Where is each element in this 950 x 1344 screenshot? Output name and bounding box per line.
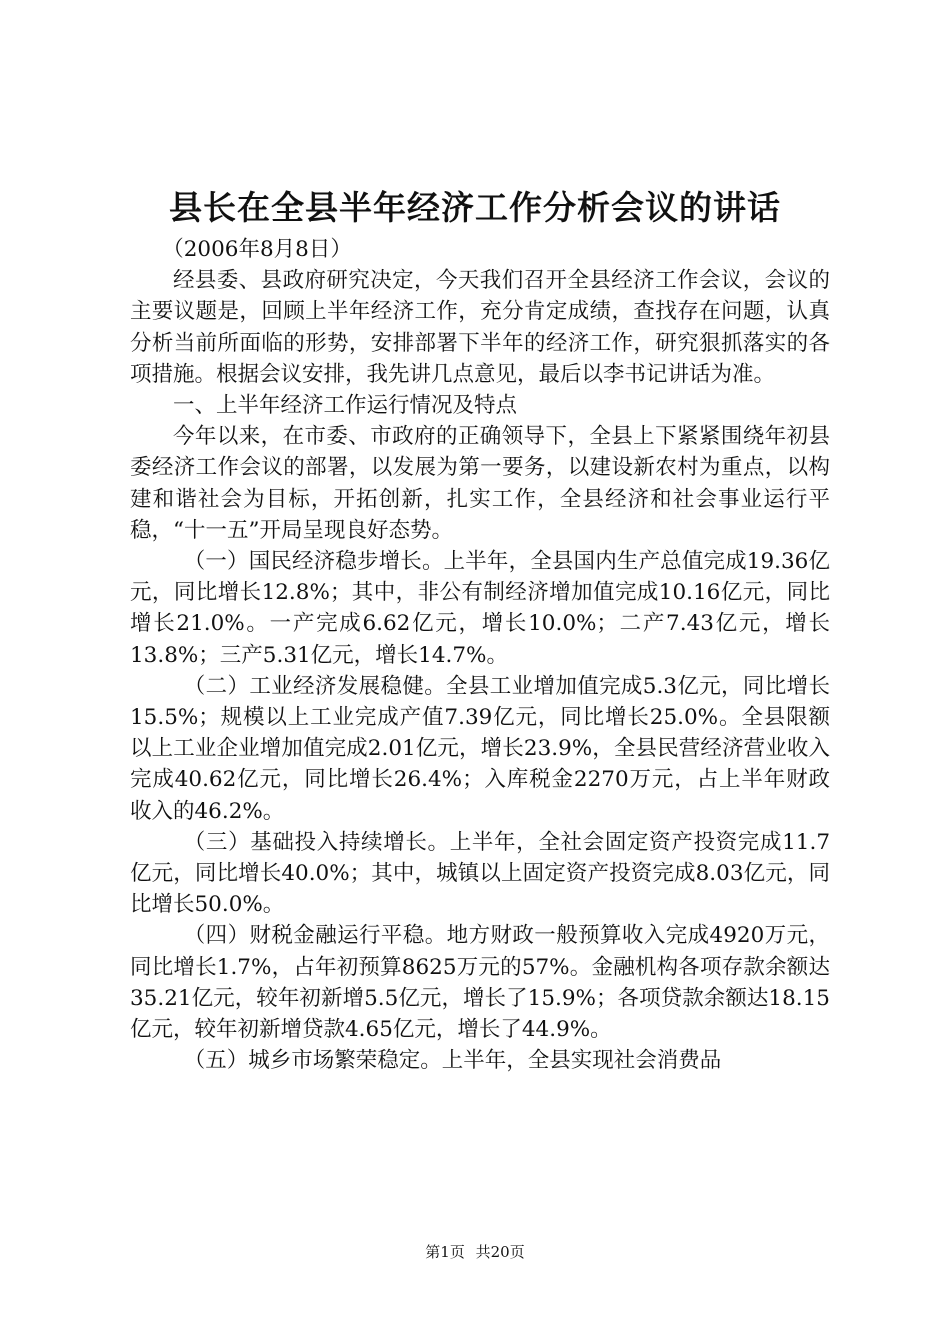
section-heading: 一、上半年经济工作运行情况及特点 xyxy=(173,393,518,419)
item-paragraph-4: （四）财税金融运行平稳。地方财政一般预算收入完成4920万元，同比增长1.7%，占年初预算8625万元的57%。金融机构各项存款余额达35.21亿元，较年初新增5.5亿元，增长了15.9%；各项贷款余额达18.15亿元，较年初新增贷款4.65亿元，增长了44.9%。 xyxy=(130,923,830,1043)
intro-paragraph: 经县委、县政府研究决定，今天我们召开全县经济工作会议，会议的主要议题是，回顾上半年经济工作，充分肯定成绩，查找存在问题，认真分析当前所面临的形势，安排部署下半年的经济工作，研究狠抓落实的各项措施。根据会议安排，我先讲几点意见，最后以李书记讲话为准。 xyxy=(130,268,830,387)
page-footer xyxy=(0,1240,950,1264)
overview-paragraph: 今年以来，在市委、市政府的正确领导下，全县上下紧紧围绕年初县委经济工作会议的部署，以发展为第一要务，以建设新农村为重点，以构建和谐社会为目标，开拓创新，扎实工作，全县经济和社会事业运行平稳，“十一五”开局呈现良好态势。 xyxy=(130,424,830,543)
document-title: 县长在全县半年经济工作分析会议的讲话 xyxy=(169,188,781,227)
page-total: 共20页 xyxy=(475,1243,525,1261)
item-paragraph-5: （五）城乡市场繁荣稳定。上半年，全县实现社会消费品 xyxy=(183,1048,722,1074)
item-paragraph-1: （一）国民经济稳步增长。上半年，全县国内生产总值完成19.36亿元，同比增长12.8%；其中，非公有制经济增加值完成10.16亿元，同比增长21.0%。一产完成6.62亿元，增长10.0%；二产7.43亿元，增长13.8%；三产5.31亿元，增长14.7%。 xyxy=(130,549,830,668)
page-number: 第1页 xyxy=(425,1243,465,1261)
item-paragraph-2: （二）工业经济发展稳健。全县工业增加值完成5.3亿元，同比增长15.5%；规模以上工业完成产值7.39亿元，同比增长25.0%。全县限额以上工业企业增加值完成2.01亿元，增长23.9%，全县民营经济营业收入完成40.62亿元，同比增长26.4%；入库税金2270万元，占上半年财政收入的46.2%。 xyxy=(130,673,830,824)
document-date: （2006年8月8日） xyxy=(162,237,352,262)
document-body xyxy=(130,234,830,1076)
item-paragraph-3: （三）基础投入持续增长。上半年，全社会固定资产投资完成11.7亿元，同比增长40.0%；其中，城镇以上固定资产投资完成8.03亿元，同比增长50.0%。 xyxy=(130,829,830,918)
